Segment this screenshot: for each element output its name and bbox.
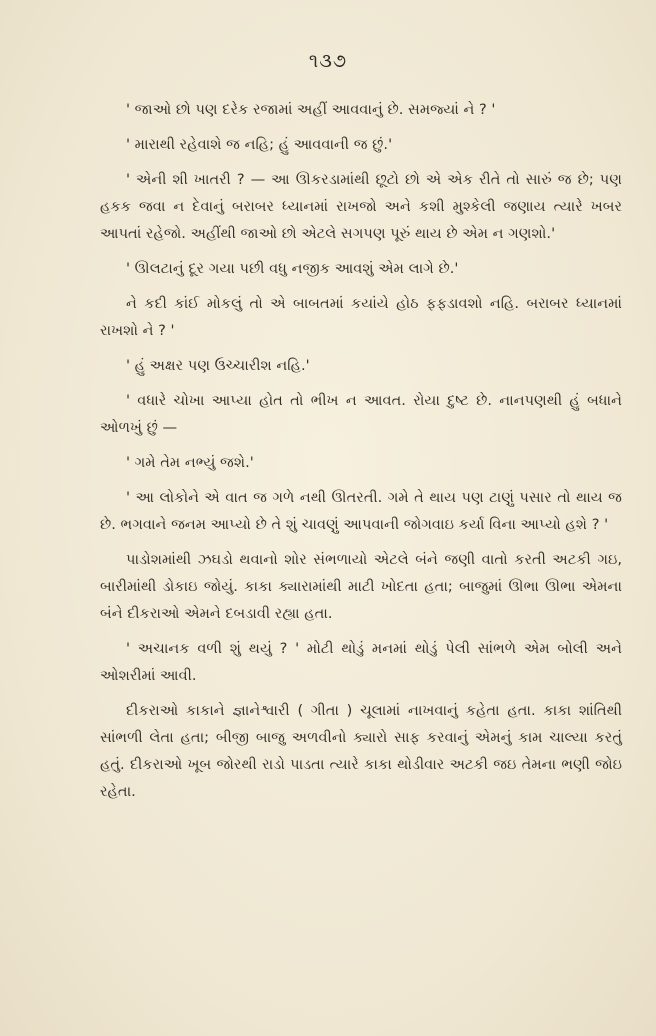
paragraph: ' હું અક્ષર પણ ઉચ્ચારીશ નહિ.' (126, 357, 310, 374)
paragraph: દીકરાઓ કાકાને જ્ઞાનેશ્વારી ( ગીતા ) ચૂલામાં નાખવાનું કહેતા હતા. કાકા શાંતિથી સાંભળી લેતા હતા; બીજી બાજુ અળવીનો ક્યારો સાફ કરવાનું એમનું કામ ચાલ્યા કરતું હતું. દીકરાઓ ખૂબ જોરથી રાડો પાડતા ત્યારે કાકા થોડીવાર અટકી જઇ તેમના ભણી જોઇ રહેતા. (100, 702, 622, 800)
paragraph: ' વધારે ચોખા આપ્યા હોત તો ભીખ ન આવત. રોયા દુષ્ટ છે. નાનપણથી હું બધાને ઓળખું છું — (100, 392, 622, 436)
paragraph: ' આ લોકોને એ વાત જ ગળે નથી ઊતરતી. ગમે તે થાય પણ ટાણું પસાર તો થાય જ છે. ભગવાને જનમ આપ્યો છે તે શું ચાવણું આપવાની જોગવાઇ કર્યા વિના આપ્યો હશે ? ' (100, 489, 622, 533)
paragraph: ' એની શી ખાતરી ? — આ ઊકરડામાંથી છૂટો છો એ એક રીતે તો સારું જ છે; પણ હકક જવા ન દેવાનું બરાબર ધ્યાનમાં રાખજો અને કશી મુશ્કેલી જણાય ત્યારે ખબર આપતાં રહેજો. અહીંથી જાઓ છો એટલે સગપણ પૂરું થાય છે એમ ન ગણશો.' (100, 171, 622, 242)
paragraph: ' જાઓ છો પણ દરેક રજામાં અહીં આવવાનું છે. સમજ્યાં ને ? ' (126, 101, 496, 118)
paragraph: ' ઊલટાનું દૂર ગયા પછી વધુ નજીક આવશું એમ લાગે છે.' (126, 260, 459, 277)
paragraph: પાડોશમાંથી ઝઘડો થવાનો શોર સંભળાયો એટલે બંને જણી વાતો કરતી અટકી ગઇ, બારીમાંથી ડોકાઇ જોયું. કાકા ક્યારામાંથી માટી ખોદતા હતા; બાજુમાં ઊભા ઊભા એમના બંને દીકરાઓ એમને દબડાવી રહ્યા હતા. (100, 551, 622, 622)
paragraph: ને કદી કાંઈ મોકલું તો એ બાબતમાં કયાંયે હોઠ ફફડાવશો નહિ. બરાબર ધ્યાનમાં રાખશો ને ? ' (100, 295, 622, 339)
body-text (100, 96, 622, 813)
paragraph: ' મારાથી રહેવાશે જ નહિ; હું આવવાની જ છું.' (126, 136, 393, 153)
paragraph: ' ગમે તેમ નભ્યું જશે.' (126, 454, 254, 471)
page-number: ૧૩૭ (308, 50, 348, 72)
paragraph: ' અચાનક વળી શું થયું ? ' મોટી થોડું મનમાં થોડું પેલી સાંભળે એમ બોલી અને ઓશરીમાં આવી. (100, 640, 622, 684)
